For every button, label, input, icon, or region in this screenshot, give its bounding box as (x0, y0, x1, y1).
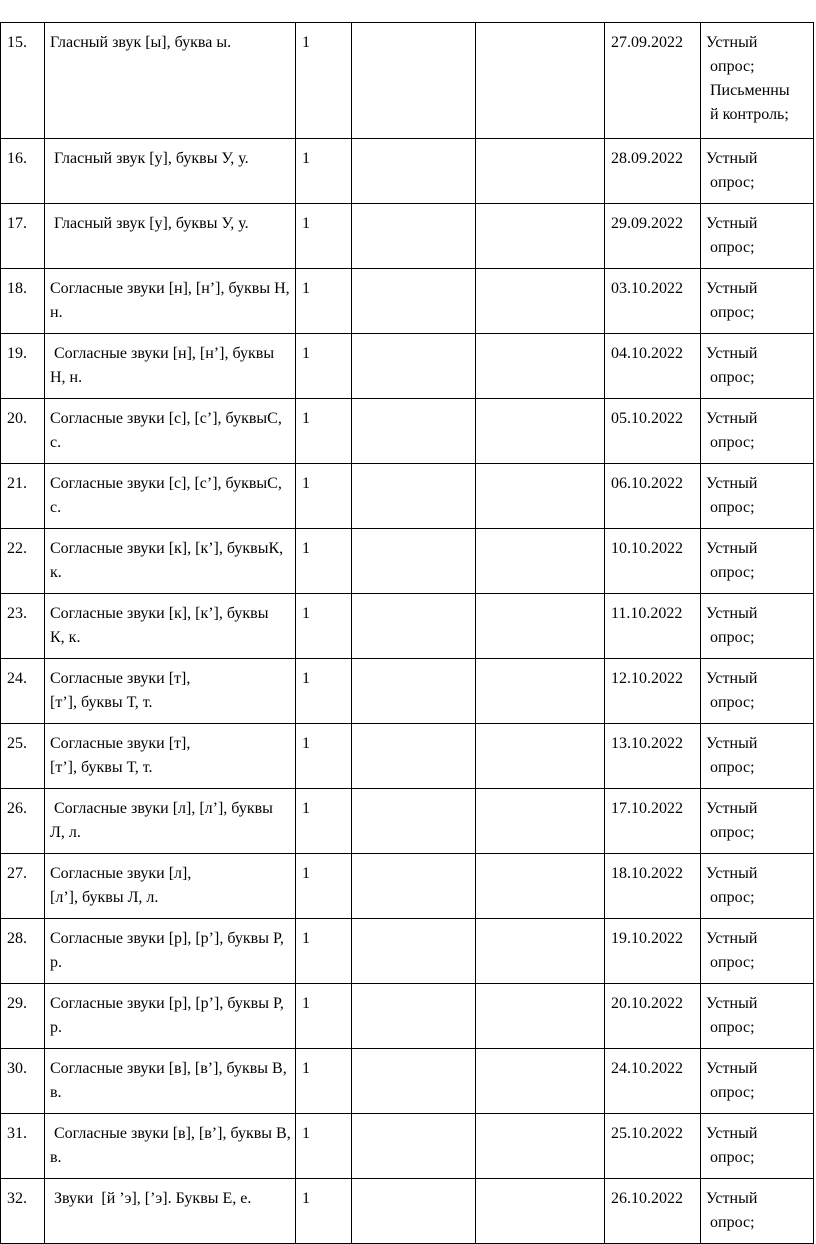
date-cell: 11.10.2022 (605, 594, 701, 659)
table-row (1, 984, 814, 1049)
lesson-number-cell: 23. (1, 594, 45, 659)
date-cell: 13.10.2022 (605, 724, 701, 789)
hours-cell: 1 (296, 789, 352, 854)
hours-cell: 1 (296, 724, 352, 789)
lesson-topic-text: Гласный звук [ы], буква ы. (50, 34, 232, 51)
empty-cell-fact (476, 334, 605, 399)
control-form-cell (701, 789, 814, 854)
table-row (1, 269, 814, 334)
lesson-topic-cell (45, 659, 296, 724)
empty-cell-fact (476, 269, 605, 334)
lesson-topic-text: Гласный звук [у], буквы У, у. (50, 150, 249, 167)
control-form-cell (701, 269, 814, 334)
empty-cell-fact (476, 464, 605, 529)
hours-cell: 1 (296, 334, 352, 399)
table-row (1, 919, 814, 984)
lesson-number-cell: 20. (1, 399, 45, 464)
control-form-cell (701, 139, 814, 204)
lesson-number-cell: 21. (1, 464, 45, 529)
table-row (1, 854, 814, 919)
lesson-number-cell: 15. (1, 23, 45, 139)
control-form-line: опрос; (710, 434, 755, 451)
empty-cell-fact (476, 1179, 605, 1244)
lesson-number-cell: 32. (1, 1179, 45, 1244)
table-row (1, 789, 814, 854)
hours-cell: 1 (296, 23, 352, 139)
empty-cell-fact (476, 1049, 605, 1114)
lesson-plan-table (0, 22, 814, 1244)
date-cell: 04.10.2022 (605, 334, 701, 399)
date-cell: 06.10.2022 (605, 464, 701, 529)
control-form-line: Устный (706, 735, 758, 752)
hours-cell: 1 (296, 464, 352, 529)
lesson-topic-cell (45, 984, 296, 1049)
table-row (1, 724, 814, 789)
control-form-cell (701, 204, 814, 269)
control-form-line: Устный (706, 605, 758, 622)
lesson-table-body (1, 23, 814, 1244)
empty-cell-plan (352, 399, 476, 464)
empty-cell-plan (352, 23, 476, 139)
control-form-line: Устный (706, 1060, 758, 1077)
control-form-line: опрос; (710, 694, 755, 711)
empty-cell-fact (476, 854, 605, 919)
control-form-line: Устный (706, 280, 758, 297)
date-cell: 12.10.2022 (605, 659, 701, 724)
lesson-topic-text: Согласные звуки [с], [с’], буквыС, с. (50, 475, 286, 516)
control-form-line: Устный (706, 410, 758, 427)
hours-cell: 1 (296, 1049, 352, 1114)
control-form-line: Устный (706, 150, 758, 167)
control-form-line: опрос; (710, 824, 755, 841)
lesson-topic-text: Согласные звуки [с], [с’], буквыС, с. (50, 410, 286, 451)
hours-cell: 1 (296, 854, 352, 919)
lesson-number-cell: 18. (1, 269, 45, 334)
control-form-line: опрос; (710, 889, 755, 906)
control-form-cell (701, 659, 814, 724)
lesson-number-cell: 30. (1, 1049, 45, 1114)
empty-cell-fact (476, 1114, 605, 1179)
table-row (1, 334, 814, 399)
table-row (1, 529, 814, 594)
control-form-cell (701, 1049, 814, 1114)
control-form-cell (701, 464, 814, 529)
hours-cell: 1 (296, 594, 352, 659)
lesson-topic-text: Согласные звуки [н], [н’], буквы Н, н. (50, 280, 294, 321)
control-form-line: опрос; (710, 759, 755, 776)
empty-cell-fact (476, 204, 605, 269)
control-form-cell (701, 594, 814, 659)
empty-cell-fact (476, 139, 605, 204)
lesson-topic-cell (45, 854, 296, 919)
control-form-cell (701, 919, 814, 984)
date-cell: 17.10.2022 (605, 789, 701, 854)
control-form-line: Устный (706, 1190, 758, 1207)
control-form-line: Устный (706, 345, 758, 362)
table-row (1, 1179, 814, 1244)
empty-cell-plan (352, 1049, 476, 1114)
date-cell: 05.10.2022 (605, 399, 701, 464)
table-row (1, 139, 814, 204)
lesson-number-cell: 22. (1, 529, 45, 594)
lesson-topic-cell (45, 399, 296, 464)
control-form-line: Устный (706, 215, 758, 232)
lesson-topic-text: Согласные звуки [в], [в’], буквы В, в. (50, 1125, 295, 1166)
date-cell: 25.10.2022 (605, 1114, 701, 1179)
empty-cell-fact (476, 399, 605, 464)
table-row (1, 659, 814, 724)
control-form-cell (701, 23, 814, 139)
hours-cell: 1 (296, 139, 352, 204)
control-form-line: Устный (706, 475, 758, 492)
control-form-line: Устный (706, 540, 758, 557)
control-form-line: опрос; (710, 499, 755, 516)
lesson-number-cell: 29. (1, 984, 45, 1049)
hours-cell: 1 (296, 659, 352, 724)
control-form-line: опрос; (710, 1019, 755, 1036)
date-cell: 24.10.2022 (605, 1049, 701, 1114)
lesson-topic-text: Согласные звуки [л], [л’], буквы Л, л. (50, 800, 277, 841)
empty-cell-plan (352, 204, 476, 269)
empty-cell-plan (352, 269, 476, 334)
date-cell: 10.10.2022 (605, 529, 701, 594)
lesson-number-cell: 25. (1, 724, 45, 789)
hours-cell: 1 (296, 529, 352, 594)
hours-cell: 1 (296, 1114, 352, 1179)
lesson-topic-cell (45, 789, 296, 854)
date-cell: 18.10.2022 (605, 854, 701, 919)
empty-cell-plan (352, 854, 476, 919)
date-cell: 19.10.2022 (605, 919, 701, 984)
lesson-topic-cell (45, 334, 296, 399)
empty-cell-fact (476, 594, 605, 659)
lesson-topic-text: Согласные звуки [н], [н’], буквы Н, н. (50, 345, 279, 386)
lesson-topic-cell (45, 724, 296, 789)
control-form-cell (701, 1179, 814, 1244)
control-form-line: опрос; (710, 304, 755, 321)
control-form-cell (701, 724, 814, 789)
lesson-topic-cell (45, 23, 296, 139)
lesson-topic-cell (45, 204, 296, 269)
lesson-topic-cell (45, 464, 296, 529)
empty-cell-plan (352, 1179, 476, 1244)
control-form-line: опрос; (710, 954, 755, 971)
lesson-topic-cell (45, 1114, 296, 1179)
lesson-number-cell: 28. (1, 919, 45, 984)
empty-cell-plan (352, 529, 476, 594)
lesson-topic-cell (45, 269, 296, 334)
hours-cell: 1 (296, 919, 352, 984)
empty-cell-plan (352, 139, 476, 204)
lesson-topic-text: Согласные звуки [т], [т’], буквы Т, т. (50, 670, 191, 711)
control-form-line: опрос; (710, 629, 755, 646)
empty-cell-fact (476, 529, 605, 594)
table-row (1, 1114, 814, 1179)
control-form-line: опрос; (710, 174, 755, 191)
control-form-line: опрос; (710, 1149, 755, 1166)
table-row (1, 594, 814, 659)
empty-cell-fact (476, 789, 605, 854)
control-form-line: Устный (706, 865, 758, 882)
control-form-line: опрос; (710, 369, 755, 386)
table-row (1, 1049, 814, 1114)
lesson-number-cell: 16. (1, 139, 45, 204)
empty-cell-plan (352, 984, 476, 1049)
control-form-cell (701, 984, 814, 1049)
lesson-topic-text: Звуки [й ’э], [’э]. Буквы Е, е. (50, 1190, 252, 1207)
empty-cell-plan (352, 919, 476, 984)
control-form-cell (701, 854, 814, 919)
lesson-topic-cell (45, 1179, 296, 1244)
date-cell: 03.10.2022 (605, 269, 701, 334)
control-form-line: опрос; (710, 1084, 755, 1101)
control-form-line: Устный (706, 800, 758, 817)
control-form-line: опрос; (710, 564, 755, 581)
lesson-number-cell: 31. (1, 1114, 45, 1179)
date-cell: 26.10.2022 (605, 1179, 701, 1244)
empty-cell-plan (352, 464, 476, 529)
lesson-topic-cell (45, 594, 296, 659)
lesson-topic-cell (45, 139, 296, 204)
hours-cell: 1 (296, 204, 352, 269)
control-form-line: опрос; (710, 1214, 755, 1231)
control-form-cell (701, 334, 814, 399)
lesson-topic-text: Согласные звуки [р], [р’], буквы Р, р. (50, 995, 288, 1036)
control-form-cell (701, 399, 814, 464)
control-form-line: й контроль; (710, 106, 789, 123)
hours-cell: 1 (296, 399, 352, 464)
empty-cell-plan (352, 594, 476, 659)
hours-cell: 1 (296, 984, 352, 1049)
table-row (1, 23, 814, 139)
lesson-topic-cell (45, 1049, 296, 1114)
date-cell: 29.09.2022 (605, 204, 701, 269)
lesson-number-cell: 27. (1, 854, 45, 919)
lesson-topic-text: Согласные звуки [т], [т’], буквы Т, т. (50, 735, 191, 776)
table-row (1, 464, 814, 529)
lesson-topic-text: Согласные звуки [в], [в’], буквы В, в. (50, 1060, 291, 1101)
hours-cell: 1 (296, 269, 352, 334)
empty-cell-fact (476, 23, 605, 139)
empty-cell-plan (352, 724, 476, 789)
empty-cell-fact (476, 659, 605, 724)
control-form-line: Письменны (710, 82, 790, 99)
control-form-line: Устный (706, 1125, 758, 1142)
date-cell: 20.10.2022 (605, 984, 701, 1049)
control-form-line: Устный (706, 930, 758, 947)
empty-cell-fact (476, 919, 605, 984)
empty-cell-fact (476, 984, 605, 1049)
lesson-topic-cell (45, 919, 296, 984)
lesson-number-cell: 17. (1, 204, 45, 269)
lesson-number-cell: 24. (1, 659, 45, 724)
lesson-topic-text: Согласные звуки [к], [к’], буквы К, к. (50, 605, 277, 646)
control-form-cell (701, 1114, 814, 1179)
lesson-topic-text: Согласные звуки [л], [л’], буквы Л, л. (50, 865, 192, 906)
date-cell: 28.09.2022 (605, 139, 701, 204)
lesson-topic-text: Гласный звук [у], буквы У, у. (50, 215, 249, 232)
empty-cell-fact (476, 724, 605, 789)
empty-cell-plan (352, 659, 476, 724)
table-row (1, 399, 814, 464)
lesson-number-cell: 26. (1, 789, 45, 854)
empty-cell-plan (352, 789, 476, 854)
control-form-line: Устный (706, 34, 758, 51)
lesson-topic-cell (45, 529, 296, 594)
control-form-line: опрос; (710, 58, 755, 75)
control-form-line: Устный (706, 670, 758, 687)
lesson-number-cell: 19. (1, 334, 45, 399)
lesson-topic-text: Согласные звуки [р], [р’], буквы Р, р. (50, 930, 288, 971)
control-form-line: опрос; (710, 239, 755, 256)
empty-cell-plan (352, 1114, 476, 1179)
empty-cell-plan (352, 334, 476, 399)
table-row (1, 204, 814, 269)
lesson-topic-text: Согласные звуки [к], [к’], буквыК, к. (50, 540, 288, 581)
hours-cell: 1 (296, 1179, 352, 1244)
date-cell: 27.09.2022 (605, 23, 701, 139)
control-form-cell (701, 529, 814, 594)
control-form-line: Устный (706, 995, 758, 1012)
